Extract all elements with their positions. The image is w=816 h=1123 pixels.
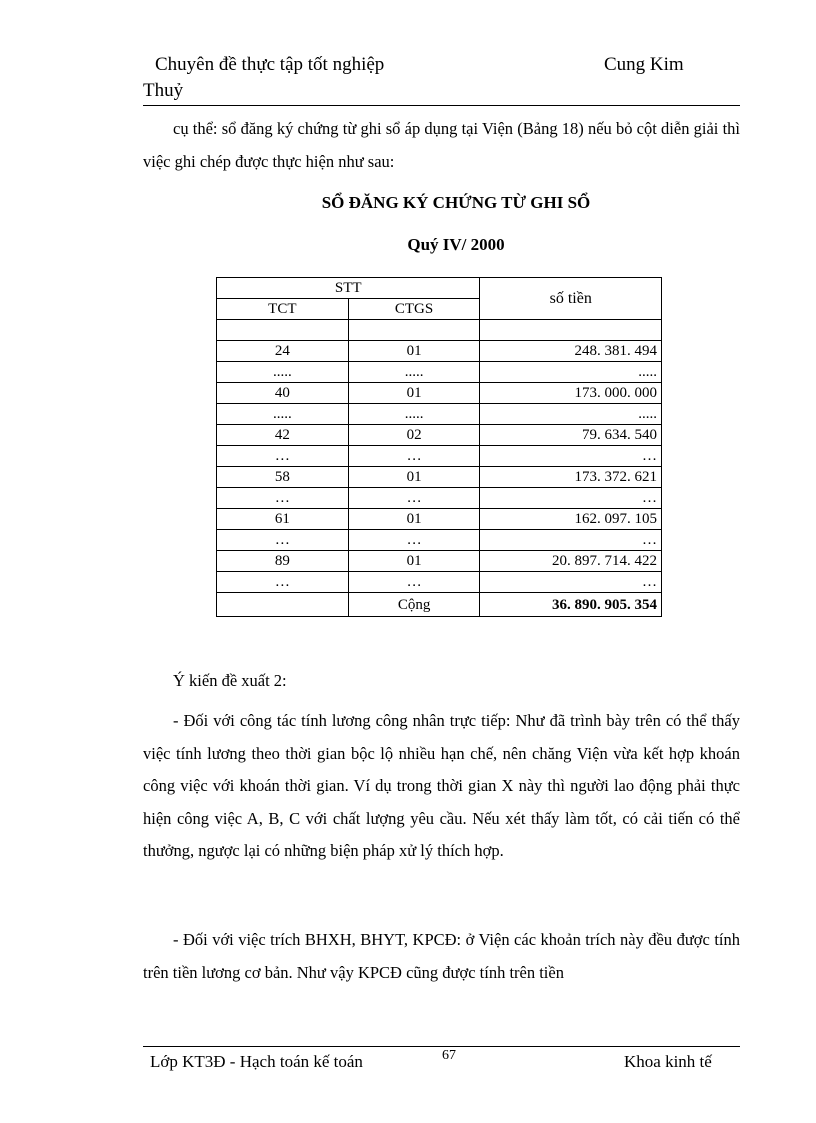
cell-amount: … [480,530,662,551]
total-label: Cộng [348,593,480,617]
cell-ctgs: 01 [348,509,480,530]
table-row [217,383,662,404]
table-row [217,341,662,362]
cell-ctgs: 01 [348,467,480,488]
cell-tct: 61 [217,509,349,530]
header-rule [143,105,740,106]
cell-tct: 42 [217,425,349,446]
table-row [217,446,662,467]
table-body [217,320,662,593]
table-title: SỔ ĐĂNG KÝ CHỨNG TỪ GHI SỔ [321,193,591,212]
table-row [217,362,662,383]
page-number: 67 [442,1048,456,1063]
total-empty-cell [217,593,349,617]
header-author: Cung Kim [604,54,684,75]
table-row [217,467,662,488]
cell-tct: ..... [217,404,349,425]
table-total-row [217,593,662,617]
cell-amount [480,320,662,341]
cell-amount: … [480,446,662,467]
header-title: Chuyên đề thực tập tốt nghiệp [155,54,385,75]
table-header-row [217,278,662,299]
cell-ctgs: 01 [348,341,480,362]
table-row [217,488,662,509]
cell-amount: 248. 381. 494 [480,341,662,362]
table-row [217,320,662,341]
cell-ctgs: ..... [348,404,480,425]
footer-faculty: Khoa kinh tế [624,1052,712,1071]
cell-ctgs: 01 [348,551,480,572]
cell-amount: 162. 097. 105 [480,509,662,530]
wages-paragraph: - Đối với công tác tính lương công nhân trực tiếp: Như đã trình bày trên có thể thấy việc tính lương theo thời gian bộc lộ nhiều hạn chế, nên chăng Viện vừa kết hợp khoán công việc với khoán thời gian. Ví dụ trong thời gian X này thì người lao động phải thực hiện công việc A, B, C với chất lượng yêu cầu. Nếu xét thấy làm tốt, có cải tiến có thể thưởng, ngược lại có những biện pháp xử lý thích hợp. [143,711,740,860]
cell-tct: 24 [217,341,349,362]
cell-tct: 40 [217,383,349,404]
header-ctgs: CTGS [348,299,480,320]
cell-amount: 173. 000. 000 [480,383,662,404]
cell-amount: 20. 897. 714. 422 [480,551,662,572]
cell-amount: 79. 634. 540 [480,425,662,446]
footer-rule [143,1046,740,1047]
cell-tct: 89 [217,551,349,572]
intro-paragraph: cụ thể: sổ đăng ký chứng từ ghi sổ áp dụng tại Viện (Bảng 18) nếu bỏ cột diễn giải thì việc ghi chép được thực hiện như sau: [143,119,740,171]
cell-ctgs: … [348,572,480,593]
cell-tct: 58 [217,467,349,488]
cell-amount: ..... [480,362,662,383]
cell-amount: ..... [480,404,662,425]
cell-ctgs [348,320,480,341]
cell-ctgs: … [348,530,480,551]
header-amount: số tiền [480,278,662,320]
cell-ctgs: ..... [348,362,480,383]
table-row [217,509,662,530]
table-row [217,572,662,593]
cell-ctgs: 01 [348,383,480,404]
footer-class: Lớp KT3Đ - Hạch toán kế toán [150,1052,363,1071]
cell-tct: … [217,530,349,551]
cell-amount: … [480,572,662,593]
table-row [217,551,662,572]
cell-tct: … [217,488,349,509]
total-value: 36. 890. 905. 354 [480,593,662,617]
insurance-paragraph: - Đối với việc trích BHXH, BHYT, KPCĐ: ở Viện các khoản trích này đều được tính trên tiền lương cơ bản. Như vậy KPCĐ cũng được tính trên tiền [143,930,740,982]
table-row [217,425,662,446]
proposal-heading: Ý kiến đề xuất 2: [173,671,287,690]
cell-tct: ..... [217,362,349,383]
cell-tct: … [217,446,349,467]
table-row [217,404,662,425]
cell-ctgs: 02 [348,425,480,446]
header-tct: TCT [217,299,349,320]
cell-amount: 173. 372. 621 [480,467,662,488]
table-row [217,530,662,551]
table-subtitle: Quý IV/ 2000 [407,235,505,254]
voucher-register-table [216,277,662,617]
cell-ctgs: … [348,446,480,467]
cell-tct: … [217,572,349,593]
header-author-continued: Thuỷ [143,80,184,101]
cell-ctgs: … [348,488,480,509]
cell-amount: … [480,488,662,509]
header-stt: STT [217,278,480,299]
cell-tct [217,320,349,341]
